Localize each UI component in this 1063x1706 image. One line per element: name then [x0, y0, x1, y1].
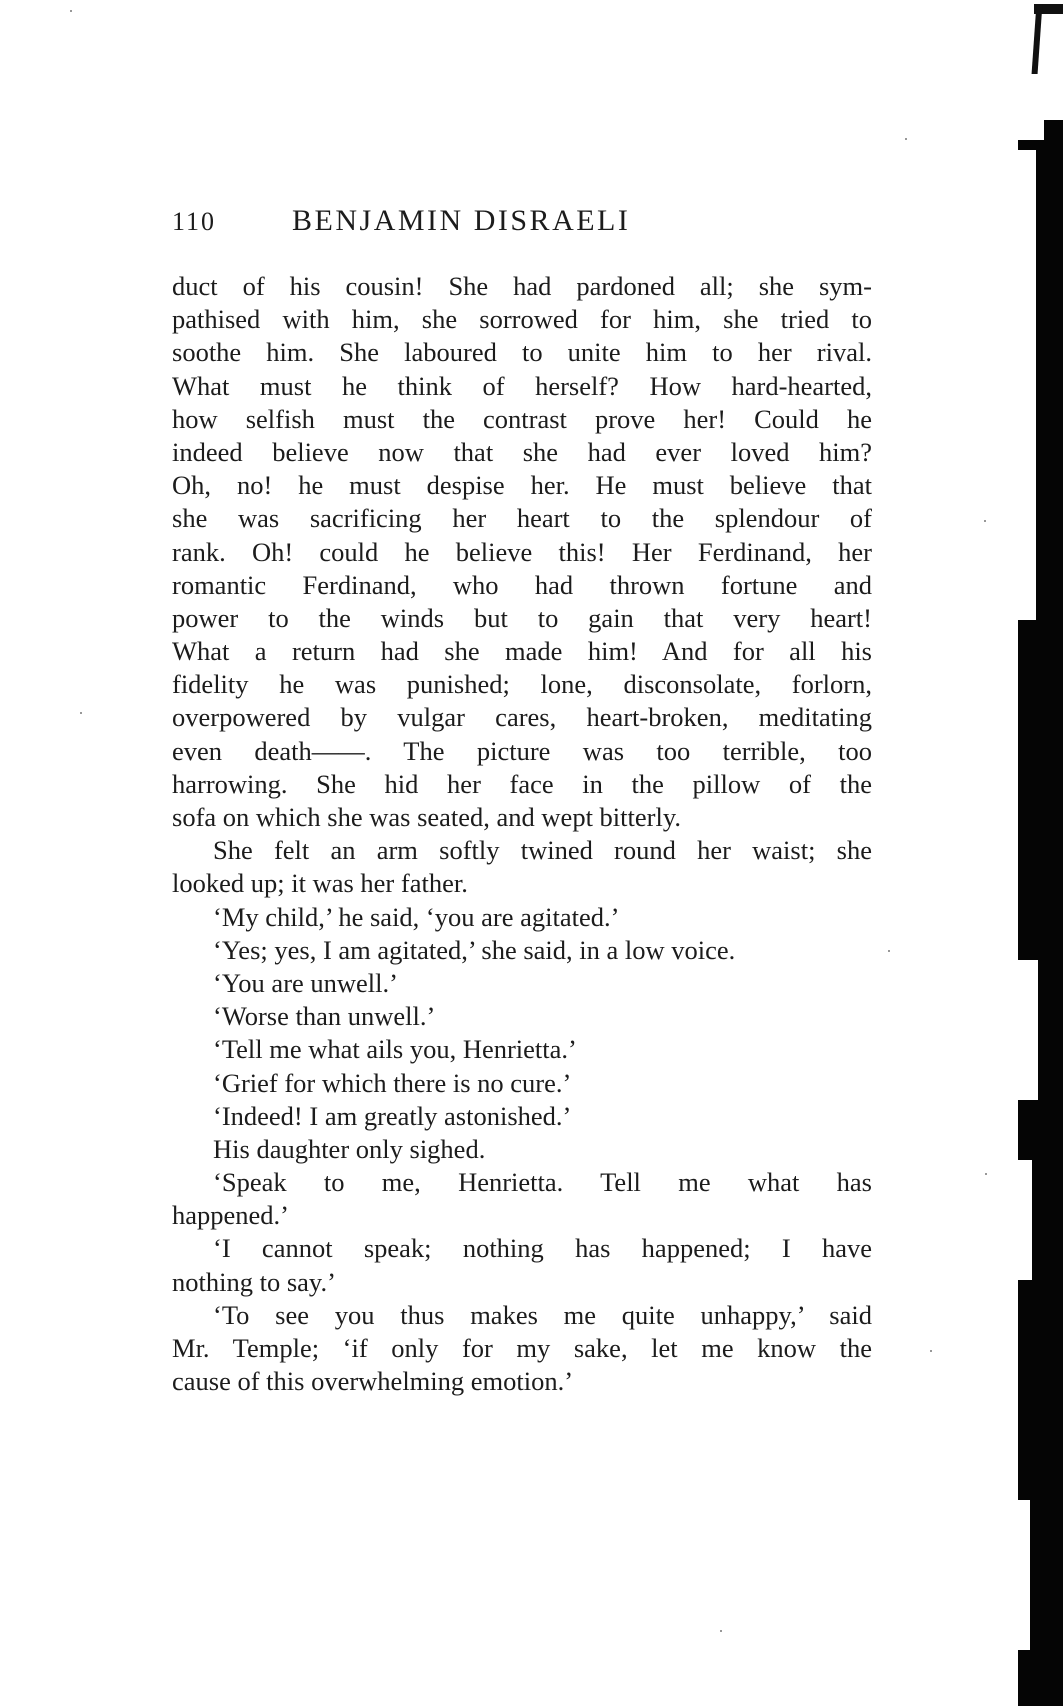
text-line: overpowered by vulgar cares, heart-broken, meditating — [172, 702, 872, 733]
text-line: ‘Speak to me, Henrietta. Tell me what has — [213, 1167, 872, 1198]
text-line: nothing to say.’ — [172, 1266, 336, 1297]
text-line: power to the winds but to gain that very heart! — [172, 602, 872, 633]
text-line: even death——. The picture was too terrible, too — [172, 735, 872, 766]
paper-speck — [930, 1350, 932, 1352]
text-line: ‘To see you thus makes me quite unhappy,’ said — [213, 1299, 872, 1330]
text-line: indeed believe now that she had ever loved him? — [172, 436, 872, 467]
text-line: ‘Grief for which there is no cure.’ — [213, 1067, 572, 1098]
text-line: how selfish must the contrast prove her! Could he — [172, 403, 872, 434]
text-line: ‘My child,’ he said, ‘you are agitated.’ — [213, 901, 620, 932]
binding-gap-lower — [1018, 1160, 1032, 1280]
paper-speck — [905, 138, 907, 140]
text-line: Mr. Temple; ‘if only for my sake, let me know the — [172, 1333, 872, 1363]
text-line: harrowing. She hid her face in the pillow of the — [172, 768, 872, 799]
paper-speck — [70, 10, 72, 12]
text-line: What a return had she made him! And for all his — [172, 636, 872, 667]
text-line: She felt an arm softly twined round her waist; she — [213, 835, 872, 866]
paper-speck — [80, 712, 82, 714]
binding-gap-middle — [1018, 960, 1038, 1100]
text-line: romantic Ferdinand, who had thrown fortune and — [172, 569, 872, 600]
text-line: sofa on which she was seated, and wept bitterly. — [172, 802, 681, 832]
text-line: she was sacrificing her heart to the splendour of — [172, 503, 872, 534]
paper-speck — [720, 1630, 722, 1632]
text-line: rank. Oh! could he believe this! Her Ferdinand, her — [172, 536, 872, 567]
text-line: His daughter only sighed. — [213, 1133, 486, 1164]
text-line: ‘I cannot speak; nothing has happened; I have — [213, 1233, 872, 1264]
text-line: looked up; it was her father. — [172, 868, 468, 899]
text-line: duct of his cousin! She had pardoned all; she sym- — [172, 271, 872, 301]
body-text — [172, 270, 872, 1398]
paper-speck — [888, 950, 890, 952]
text-line: ‘You are unwell.’ — [213, 967, 398, 998]
text-line: cause of this overwhelming emotion.’ — [172, 1366, 574, 1397]
text-line: Oh, no! he must despise her. He must believe that — [172, 470, 872, 501]
text-line: What must he think of herself? How hard-hearted, — [172, 370, 872, 401]
binding-gap-upper — [1018, 150, 1036, 620]
binding-hook — [1032, 4, 1043, 74]
text-line: happened.’ — [172, 1200, 289, 1231]
page-number: 110 — [172, 207, 217, 236]
text-line: ‘Yes; yes, I am agitated,’ she said, in a low voice. — [213, 934, 736, 965]
paper-speck — [984, 520, 986, 522]
text-line: ‘Indeed! I am greatly astonished.’ — [213, 1100, 572, 1131]
binding-corner — [1034, 0, 1063, 140]
text-line: soothe him. She laboured to unite him to her rival. — [172, 337, 872, 368]
text-line: ‘Tell me what ails you, Henrietta.’ — [213, 1034, 577, 1065]
page-header — [172, 204, 872, 244]
binding-gap-bottom — [1018, 1500, 1030, 1650]
text-line: ‘Worse than unwell.’ — [213, 1001, 436, 1032]
text-line: fidelity he was punished; lone, disconsolate, forlorn, — [172, 669, 872, 700]
running-head: BENJAMIN DISRAELI — [292, 204, 631, 237]
text-line: pathised with him, she sorrowed for him, she tried to — [172, 304, 872, 335]
paper-speck — [985, 1173, 987, 1175]
